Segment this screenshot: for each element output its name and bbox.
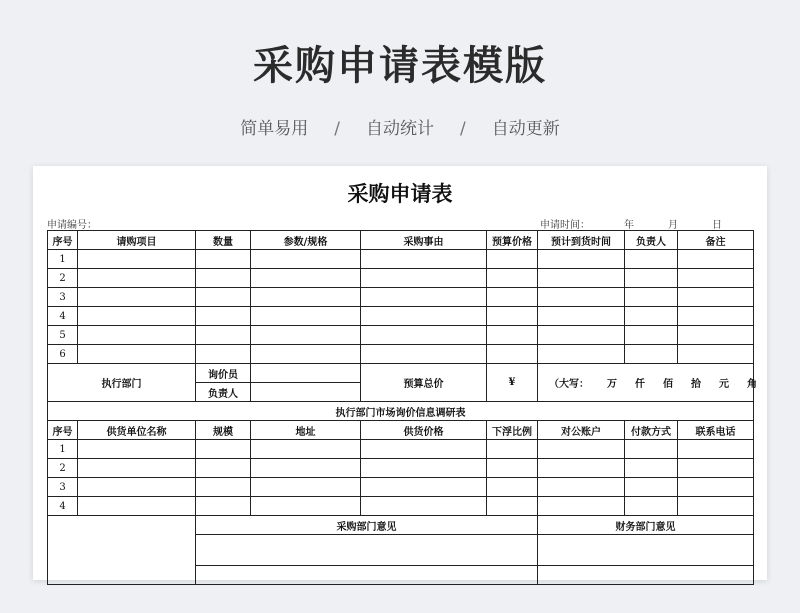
cell[interactable] <box>487 478 538 497</box>
cell[interactable] <box>625 307 678 326</box>
cell[interactable] <box>361 269 487 288</box>
cell[interactable] <box>678 345 754 364</box>
cell[interactable] <box>196 288 251 307</box>
owner-value[interactable] <box>251 383 361 402</box>
cell[interactable] <box>625 440 678 459</box>
apply-no-label: 申请编号： <box>47 220 97 231</box>
finance-dept-opinion-field[interactable] <box>538 566 754 585</box>
cell[interactable] <box>538 440 625 459</box>
row-number: 2 <box>48 459 78 478</box>
cell[interactable] <box>487 307 538 326</box>
capital-amount <box>538 364 757 402</box>
cell[interactable] <box>78 307 196 326</box>
header-cell: 联系电话 <box>678 421 754 440</box>
cell[interactable] <box>251 250 361 269</box>
form-title: 采购申请表 <box>347 181 453 206</box>
table-row <box>48 288 754 307</box>
table-row <box>48 307 754 326</box>
survey-title-row <box>48 402 754 421</box>
cell[interactable] <box>625 326 678 345</box>
cell[interactable] <box>196 459 251 478</box>
cell[interactable] <box>538 326 625 345</box>
cell[interactable] <box>678 288 754 307</box>
table-row <box>48 497 754 516</box>
month-label: 月 <box>668 220 678 231</box>
tag-auto-update: 自动更新 <box>491 119 560 139</box>
cell[interactable] <box>251 497 361 516</box>
cell[interactable] <box>251 288 361 307</box>
header-cell: 对公账户 <box>538 421 625 440</box>
purchase-header-row <box>48 231 754 250</box>
header-cell: 付款方式 <box>625 421 678 440</box>
header-cell: 负责人 <box>625 231 678 250</box>
cell[interactable] <box>251 459 361 478</box>
row-number: 2 <box>48 269 78 288</box>
cell[interactable] <box>538 497 625 516</box>
row-number: 1 <box>48 250 78 269</box>
unit-shi: 拾 <box>691 379 701 390</box>
cell[interactable] <box>78 326 196 345</box>
row-number: 6 <box>48 345 78 364</box>
row-number: 1 <box>48 440 78 459</box>
cell[interactable] <box>678 440 754 459</box>
cell[interactable] <box>678 269 754 288</box>
finance-dept-opinion-label: 财务部门意见 <box>538 516 754 535</box>
year-label: 年 <box>624 220 634 231</box>
header-cell: 下浮比例 <box>487 421 538 440</box>
cell[interactable] <box>487 326 538 345</box>
cell[interactable] <box>251 269 361 288</box>
cell[interactable] <box>251 307 361 326</box>
unit-bai: 佰 <box>663 379 673 390</box>
inquirer-value[interactable] <box>251 364 361 383</box>
header-cell: 预算价格 <box>487 231 538 250</box>
cell[interactable] <box>538 345 625 364</box>
form-sheet <box>33 166 767 580</box>
unit-yuan: 元 <box>719 379 729 390</box>
cell[interactable] <box>251 345 361 364</box>
cell[interactable] <box>251 326 361 345</box>
cell[interactable] <box>678 459 754 478</box>
header-cell: 序号 <box>48 231 78 250</box>
cell[interactable] <box>196 478 251 497</box>
cell[interactable] <box>625 497 678 516</box>
cell[interactable] <box>487 497 538 516</box>
cell[interactable] <box>78 440 196 459</box>
cell[interactable] <box>196 326 251 345</box>
row-number: 5 <box>48 326 78 345</box>
apply-time <box>540 216 756 231</box>
tagline <box>0 114 800 139</box>
table-row <box>48 440 754 459</box>
cell[interactable] <box>196 250 251 269</box>
cell[interactable] <box>361 288 487 307</box>
cell[interactable] <box>678 497 754 516</box>
unit-qian: 仟 <box>635 379 645 390</box>
apply-time-label: 申请时间： <box>540 220 590 231</box>
row-number: 4 <box>48 307 78 326</box>
tag-separator: / <box>460 119 466 139</box>
exec-dept-label: 执行部门 <box>48 364 196 402</box>
header-cell: 数量 <box>196 231 251 250</box>
table-row <box>48 459 754 478</box>
tag-easy: 简单易用 <box>240 119 309 139</box>
cell[interactable] <box>538 478 625 497</box>
cell[interactable] <box>78 288 196 307</box>
cell[interactable] <box>78 497 196 516</box>
owner-label: 负责人 <box>196 383 251 402</box>
cell[interactable] <box>625 345 678 364</box>
cell[interactable] <box>625 269 678 288</box>
table-row <box>48 478 754 497</box>
purchase-dept-opinion-label: 采购部门意见 <box>196 516 538 535</box>
day-label: 日 <box>712 220 722 231</box>
cell[interactable] <box>487 459 538 478</box>
yen-symbol: ¥ <box>487 364 538 402</box>
unit-wan: 万 <box>607 379 617 390</box>
header-cell: 序号 <box>48 421 78 440</box>
budget-total-label: 预算总价 <box>361 364 487 402</box>
cell[interactable] <box>196 345 251 364</box>
cell[interactable] <box>625 288 678 307</box>
unit-jiao: 角 <box>747 379 757 390</box>
cell[interactable] <box>625 250 678 269</box>
cell[interactable] <box>78 345 196 364</box>
cell[interactable] <box>196 440 251 459</box>
purchase-dept-opinion-field[interactable] <box>196 535 538 566</box>
cell[interactable] <box>625 478 678 497</box>
header-cell: 预计到货时间 <box>538 231 625 250</box>
cell[interactable] <box>251 478 361 497</box>
cell[interactable] <box>78 478 196 497</box>
cell[interactable] <box>361 478 487 497</box>
cell[interactable] <box>538 307 625 326</box>
capital-label: （大写： <box>549 379 589 390</box>
cell[interactable] <box>361 307 487 326</box>
cell[interactable] <box>678 250 754 269</box>
summary-row <box>48 364 754 383</box>
header-cell: 供货单位名称 <box>78 421 196 440</box>
cell[interactable] <box>196 269 251 288</box>
header-cell: 参数/规格 <box>251 231 361 250</box>
cell[interactable] <box>251 440 361 459</box>
cell[interactable] <box>196 497 251 516</box>
table-row <box>48 345 754 364</box>
header-cell: 采购事由 <box>361 231 487 250</box>
purchase-dept-opinion-field[interactable] <box>196 566 538 585</box>
header-cell: 地址 <box>251 421 361 440</box>
opinion-blank <box>48 516 196 585</box>
cell[interactable] <box>487 250 538 269</box>
header-cell: 供货价格 <box>361 421 487 440</box>
cell[interactable] <box>678 478 754 497</box>
cell[interactable] <box>538 250 625 269</box>
row-number: 4 <box>48 497 78 516</box>
row-number: 3 <box>48 288 78 307</box>
cell[interactable] <box>78 459 196 478</box>
opinion-header-row <box>48 516 754 535</box>
cell[interactable] <box>361 345 487 364</box>
cell[interactable] <box>361 440 487 459</box>
header-cell: 备注 <box>678 231 754 250</box>
cell[interactable] <box>678 326 754 345</box>
cell[interactable] <box>678 307 754 326</box>
cell[interactable] <box>538 288 625 307</box>
table-row <box>48 269 754 288</box>
inquirer-label: 询价员 <box>196 364 251 383</box>
cell[interactable] <box>361 250 487 269</box>
cell[interactable] <box>361 326 487 345</box>
cell[interactable] <box>487 345 538 364</box>
cell[interactable] <box>487 269 538 288</box>
tag-auto-stat: 自动统计 <box>366 119 434 139</box>
cell[interactable] <box>361 459 487 478</box>
page-title: 采购申请表模版 <box>253 43 547 89</box>
cell[interactable] <box>487 440 538 459</box>
cell[interactable] <box>78 269 196 288</box>
tag-separator: / <box>334 119 340 139</box>
cell[interactable] <box>196 307 251 326</box>
table-row <box>48 250 754 269</box>
cell[interactable] <box>487 288 538 307</box>
survey-title: 执行部门市场询价信息调研表 <box>48 402 754 421</box>
cell[interactable] <box>625 459 678 478</box>
survey-header-row <box>48 421 754 440</box>
finance-dept-opinion-field[interactable] <box>538 535 754 566</box>
header-cell: 请购项目 <box>78 231 196 250</box>
row-number: 3 <box>48 478 78 497</box>
cell[interactable] <box>538 269 625 288</box>
purchase-form-table <box>47 230 757 585</box>
cell[interactable] <box>361 497 487 516</box>
cell[interactable] <box>78 250 196 269</box>
table-row <box>48 326 754 345</box>
cell[interactable] <box>538 459 625 478</box>
header-cell: 规模 <box>196 421 251 440</box>
